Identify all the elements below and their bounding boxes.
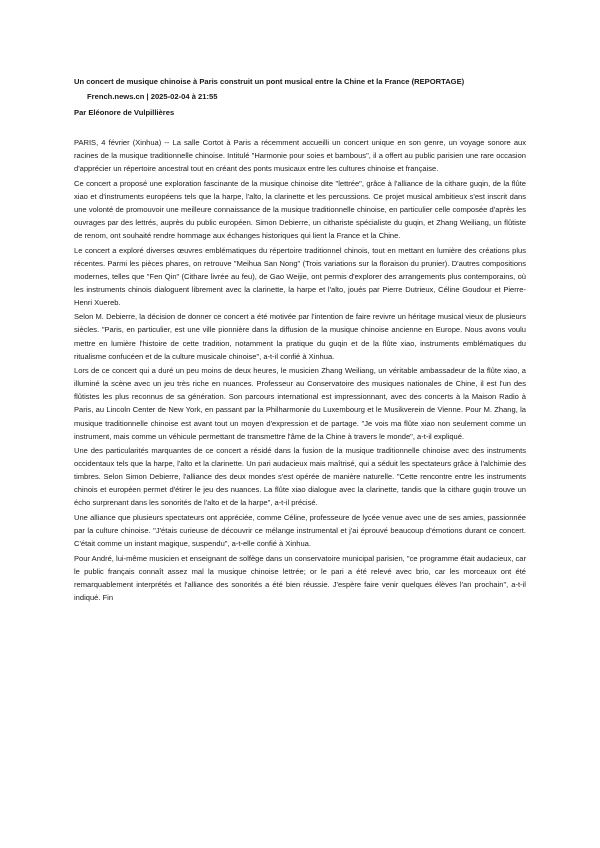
article-body: [74, 136, 526, 604]
paragraph-fusion: Une des particularités marquantes de ce concert a résidé dans la fusion de la musique traditionnelle chinoise avec des instruments occidentaux tels que la harpe, l'alto et la clarinette. Un pari audacieux mais maîtrisé, qui a séduit les spectateurs grâce à l'alchimie des timbres. Selon Simon Debierre, l'alliance des deux mondes s'est opérée de manière naturelle. "Cette rencontre entre les instruments chinois et européen permet d'étirer le jeu des nuances. La flûte xiao dialogue avec la clarinette, tandis que la cithare guqin trouve un écho surprenant dans les sonorités de l'alto et de la harpe", a-t-il précisé.: [74, 446, 526, 508]
paragraph-debierre-quote: Selon M. Debierre, la décision de donner ce concert a été motivée par l'intention de faire revivre un héritage musical vieux de plusieurs siècles. "Paris, en particulier, est une ville pionnière dans la diffusion de la musique chinoise ancienne en Europe. Nous avons voulu mettre en lumière l'histoire de cette tradition, notamment la pratique du guqin et de la flûte xiao, instruments emblématiques du ritualisme confucéen et de la culture musicale chinoise", a-t-il confié à Xinhua.: [74, 312, 526, 361]
author-byline: Par Eléonore de Vulpillières: [74, 108, 175, 117]
paragraph-zhang-weiliang: Lors de ce concert qui a duré un peu moins de deux heures, le musicien Zhang Weiliang, un véritable ambassadeur de la flûte xiao, a illuminé la scène avec un jeu très riche en nuances. Professeur au Conservatoire des musiques nationales de Chine, il est l'un des flûtistes les plus reconnus de sa génération. Son parcours international est impressionnant, avec des concerts à la Maison Radio à Paris, au Lincoln Center de New York, en passant par la Philharmonie du Luxembourg et le Musikverein de Vienne. Pour M. Zhang, la musique traditionnelle chinoise est avant tout un moyen d'expression et de partage. "Je vois ma flûte xiao non seulement comme un instrument, mais comme un véhicule permettant de transmettre l'âme de la Chine à travers le monde", a-t-il expliqué.: [74, 366, 526, 441]
paragraph-program: Ce concert a proposé une exploration fascinante de la musique chinoise dite "lettrée", grâce à l'alliance de la cithare guqin, de la flûte xiao et d'instruments européens tels que la harpe, l'alto, la clarinette et les percussions. Ce projet musical ambitieux s'est inscrit dans une volonté de promouvoir une meilleure connaissance de la musique traditionnelle chinoise, en particulier celle composée d'après les ouvrages par des lettrés, auprès du public européen. Simon Debierre, un cithariste spécialiste du guqin, et Zhang Weiliang, un flûtiste de renom, ont souhaité rendre hommage aux échanges historiques qui lient la France et la Chine.: [74, 178, 526, 241]
paragraph-celine: Une alliance que plusieurs spectateurs ont appréciée, comme Céline, professeure de lycée venue avec une de ses amies, passionnée par la culture chinoise. "J'étais curieuse de découvrir ce mélange instrumental et j'ai éprouvé beaucoup d'émotions durant ce concert. C'était comme un instant magique, suspendu", a-t-elle confié à Xinhua.: [74, 512, 526, 549]
article-title: Un concert de musique chinoise à Paris construit un pont musical entre la Chine et la France (REPORTAGE): [74, 77, 465, 86]
paragraph-intro: PARIS, 4 février (Xinhua) -- La salle Cortot à Paris a récemment accueilli un concert unique en son genre, un voyage sonore aux racines de la musique traditionnelle chinoise. Intitulé "Harmonie pour soies et bambous", il a offert au public parisien une rare occasion d'apprécier un répertoire ancestral tout en créant des ponts musicaux entre les cultures chinoise et française.: [74, 138, 526, 174]
paragraph-andre: Pour André, lui-même musicien et enseignant de solfège dans un conservatoire municipal parisien, "ce programme était audacieux, car le public français connaît assez mal la musique chinoise lettrée; or le pari a été relevé avec brio, car les morceaux ont été remarquablement interprétés et l'alliance des sonorités a été bien réussie. J'espère faire venir quelques élèves l'an prochain", a-t-il indiqué. Fin: [74, 553, 526, 602]
article-page: [74, 76, 526, 605]
paragraph-repertoire: Le concert a exploré diverses œuvres emblématiques du répertoire traditionnel chinois, tout en mettant en lumière des créations plus récentes. Parmi les pièces phares, on retrouve "Meihua San Nong" (Trois variations sur la floraison du prunier). D'autres compositions modernes, telles que "Fen Qin" (Cithare livrée au feu), de Gao Weijie, ont permis d'explorer des arrangements plus contemporains, où les instruments chinois dialoguent librement avec la clarinette, la harpe et l'alto, joués par Pierre Dutrieux, Céline Goudour et Pierre-Henri Xuereb.: [74, 245, 526, 307]
source-dateline: French.news.cn | 2025-02-04 à 21:55: [87, 92, 218, 101]
